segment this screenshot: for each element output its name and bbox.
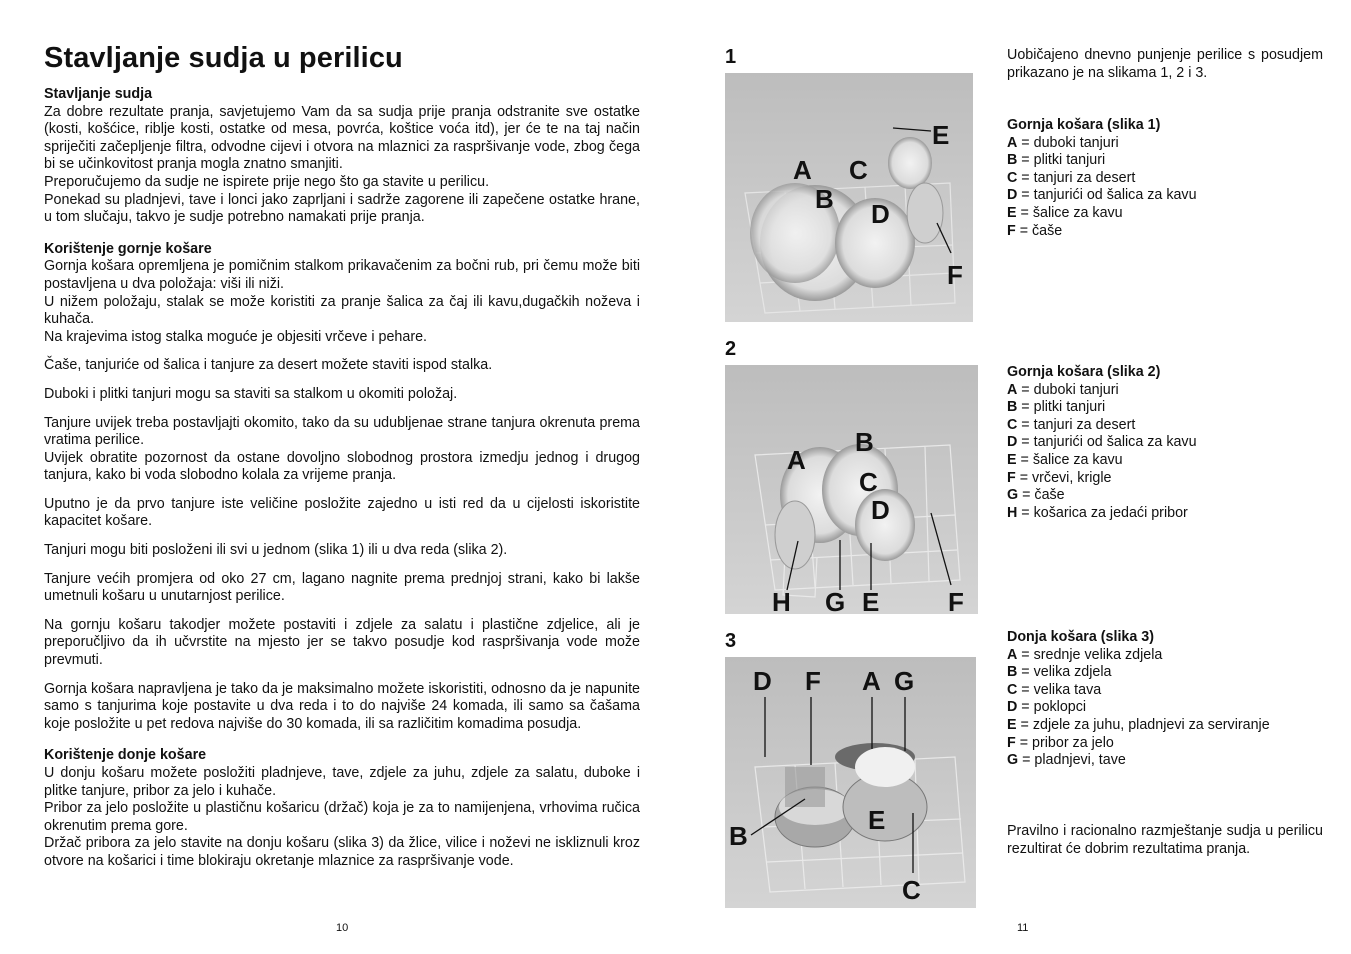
legend-item: C = tanjuri za desert: [1007, 416, 1136, 433]
legend-item: B = velika zdjela: [1007, 664, 1112, 681]
legend-figure-2: [1007, 364, 1323, 522]
figure-3-label-b: B: [729, 821, 748, 851]
legend-item: A = duboki tanjuri: [1007, 381, 1119, 398]
section-heading-upper-basket: Korištenje gornje košare: [44, 240, 212, 257]
figure-2-photo: [725, 365, 978, 614]
legend-item: B = plitki tanjuri: [1007, 152, 1106, 169]
paragraph: Čaše, tanjuriće od šalica i tanjure za desert možete staviti ispod stalka.: [44, 357, 493, 374]
legend-item: C = tanjuri za desert: [1007, 169, 1136, 186]
legend-item: G = čaše: [1007, 487, 1065, 504]
paragraph: Pribor za jelo posložite u plastičnu košaricu (držač) koja je za to namijenjena, vrhovima ručica okrenutim prema gore.: [44, 800, 640, 834]
paragraph: Pravilno i racionalno razmještanje sudja u perilicu rezultirat će dobrim rezultatima pranja.: [1007, 823, 1323, 857]
paragraph: Za dobre rezultate pranja, savjetujemo Vam da sa sudja prije pranja odstranite sve ostatke (kosti, košćice, riblje kosti, ostatke od mesa, povrća, koštice voća itd), jer će te na taj način spriječiti začepljenje filtra, odvodne cijevi i otvora na mlaznici za raspršivanje vode, zbog čega bi se učinkovitost pranja mogla znatno smanjiti.: [44, 103, 640, 173]
figure-1-label-e: E: [932, 120, 950, 150]
legend-item: C = velika tava: [1007, 681, 1102, 698]
figure-3-label-g: G: [894, 666, 915, 696]
legend-title: Gornja košara (slika 2): [1007, 364, 1161, 380]
paragraph: Tanjure većih promjera od oko 27 cm, lagano nagnite prema prednjoj strani, kako bi lakše umetnuli košaru u unutarnjost perilice.: [44, 570, 640, 605]
legend-item: G = pladnjevi, tave: [1007, 752, 1126, 769]
left-page-body: [44, 86, 640, 871]
figure-2-label-g: G: [825, 587, 846, 614]
paragraph: Gornja košara napravljena je tako da je maksimalno možete iskoristiti, odnosno da je napunite samo s tanjurima koje postavite u dva reda i to do najviše 24 komada, ili samo sa čašama koje posložite u pet redova najviše do 30 komada, ili sa različitim komadima posudja.: [44, 680, 640, 732]
figure-3-label-c: C: [902, 875, 921, 905]
figure-3-label-e: E: [868, 805, 886, 835]
figure-3-label-d: D: [753, 666, 772, 696]
figure-3-label-f: F: [805, 666, 821, 696]
legend-item: D = tanjurići od šalica za kavu: [1007, 434, 1197, 451]
legend-item: D = poklopci: [1007, 699, 1087, 716]
section-heading-lower-basket: Korištenje donje košare: [44, 747, 207, 764]
legend-figure-3: [1007, 629, 1323, 770]
figure-2-label-f: F: [948, 587, 964, 614]
legend-figure-1: [1007, 117, 1323, 240]
legend-item: E = zdjele za juhu, pladnjevi za serviranje: [1007, 716, 1270, 733]
figure-3-label-a: A: [862, 666, 881, 696]
figure-1-label-b: B: [815, 184, 834, 214]
paragraph: Uobičajeno dnevno punjenje perilice s posudjem prikazano je na slikama 1, 2 i 3.: [1007, 47, 1323, 81]
figure-1-label-c: C: [849, 155, 868, 185]
figure-2-label-b: B: [855, 427, 874, 457]
paragraph: Ponekad su pladnjevi, tave i lonci jako zaprljani i sadrže zagorene ili zapečene ostatke hrane, u tom slučaju, takvo je sudje potrebno namakati prije pranja.: [44, 191, 640, 226]
legend-item: E = šalice za kavu: [1007, 451, 1123, 468]
paragraph: Duboki i plitki tanjuri mogu sa staviti sa stalkom u okomiti položaj.: [44, 385, 458, 402]
paragraph: Držač pribora za jelo stavite na donju košaru (slika 3) da žlice, vilice i noževi ne iskliznuli kroz otvore na košarici i time blokiraju okretanje mlaznice za raspršivanje vode.: [44, 835, 640, 869]
figure-2-label-e: E: [862, 587, 880, 614]
paragraph: Uvijek obratite pozornost da ostane dovoljno slobodnog prostora izmedju jednog i drugog tanjura, kako bi voda slobodno kolala za vrijeme pranja.: [44, 449, 640, 484]
paragraph: Na gornju košaru takodjer možete postaviti i zdjele za salatu i plastične zdjelice, ali je preporučljivo da ih učvrstite na mjesto jer se takvo posudje kod raspršivanja vode može prevmuti.: [44, 616, 640, 669]
legend-item: F = čaše: [1007, 222, 1063, 239]
paragraph: U donju košaru možete posložiti pladnjeve, tave, zdjele za juhu, zdjele za salatu, duboke i plitke tanjure, pribor za jelo i kuhače.: [44, 765, 640, 799]
figure-1-photo: [725, 73, 973, 322]
page-number-left: 10: [336, 922, 349, 934]
legend-item: D = tanjurići od šalica za kavu: [1007, 187, 1197, 204]
legend-item: F = pribor za jelo: [1007, 734, 1114, 751]
page-number-right: 11: [1017, 922, 1029, 934]
figure-2-label-a: A: [787, 445, 806, 475]
figure-2-label-d: D: [871, 495, 890, 525]
figure-number-2: 2: [725, 338, 737, 360]
legend-item: E = šalice za kavu: [1007, 204, 1123, 221]
figure-1-label-d: D: [871, 199, 890, 229]
legend-item: B = plitki tanjuri: [1007, 399, 1106, 416]
figure-number-1: 1: [725, 46, 737, 68]
figure-1-label-a: A: [793, 155, 812, 185]
legend-title: Gornja košara (slika 1): [1007, 117, 1161, 133]
legend-item: F = vrčevi, krigle: [1007, 469, 1112, 486]
section-heading-loading: Stavljanje sudja: [44, 86, 153, 102]
paragraph: Tanjuri mogu biti posloženi ili svi u jednom (slika 1) ili u dva reda (slika 2).: [44, 542, 508, 559]
legend-item: A = duboki tanjuri: [1007, 134, 1119, 151]
paragraph: Preporučujemo da sudje ne ispirete prije nego što ga stavite u perilicu.: [44, 173, 490, 190]
figure-number-3: 3: [725, 630, 737, 652]
figure-2-label-h: H: [772, 587, 791, 614]
paragraph: Tanjure uvijek treba postavljajti okomito, tako da su udubljenae strane tanjura okrenuta prema vratima perilice.: [44, 414, 640, 449]
closing-text: [1007, 823, 1323, 858]
page-title: Stavljanje sudja u perilicu: [44, 42, 403, 74]
figure-1-label-f: F: [947, 260, 963, 290]
legend-item: H = košarica za jedaći pribor: [1007, 504, 1188, 521]
figure-3-photo: [725, 657, 976, 908]
paragraph: Na krajevima istog stalka moguće je objesiti vrčeve i pehare.: [44, 328, 428, 345]
legend-title: Donja košara (slika 3): [1007, 629, 1155, 645]
paragraph: U nižem položaju, stalak se može koristiti za pranje šalica za čaj ili kavu,dugačkih noževa i kuhača.: [44, 293, 640, 328]
legend-item: A = srednje velika zdjela: [1007, 646, 1163, 663]
figure-2-label-c: C: [859, 467, 878, 497]
paragraph: Uputno je da prvo tanjure iste veličine posložite zajedno u isti red da u cijelosti iskoristite kapacitet košare.: [44, 495, 640, 530]
paragraph: Gornja košara opremljena je pomičnim stalkom prikavačenim za bočni rub, pri čemu može biti postavljena u dva položaja: viši ili niži.: [44, 258, 640, 292]
intro-text: [1007, 47, 1323, 82]
